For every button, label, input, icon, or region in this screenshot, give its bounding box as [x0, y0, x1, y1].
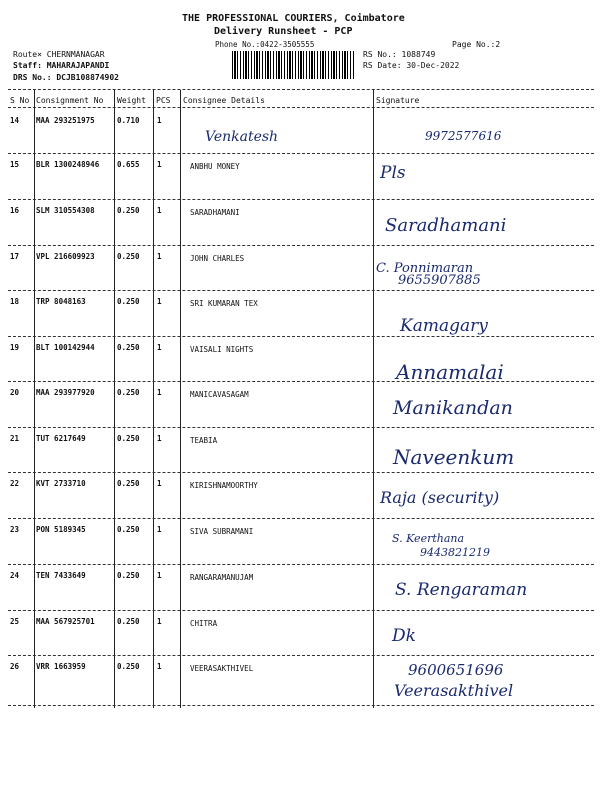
- drs-value: DCJB108874902: [56, 73, 119, 82]
- col-pcs: PCS: [156, 96, 171, 105]
- row-signature: Annamalai: [396, 360, 504, 384]
- row-consignee: SRI KUMARAN TEX: [190, 299, 258, 308]
- row-consignment-no: KVT 2733710: [36, 479, 86, 488]
- row-signature: Pls: [380, 163, 406, 183]
- row-signature: Venkatesh: [205, 129, 279, 145]
- row-consignee: VAISALI NIGHTS: [190, 345, 254, 354]
- barcode: [232, 51, 354, 79]
- row-signature: Naveenkum: [393, 445, 515, 469]
- row-consignment-no: VPL 216609923: [36, 252, 95, 261]
- row-sno: 21: [10, 434, 20, 443]
- row-signature: S. Keerthana: [392, 532, 465, 545]
- row-consignment-no: SLM 310554308: [36, 206, 95, 215]
- row-pcs: 1: [157, 252, 162, 261]
- row-separator: [8, 655, 594, 656]
- row-consignment-no: TEN 7433649: [36, 571, 86, 580]
- row-pcs: 1: [157, 617, 162, 626]
- drs-label: DRS No.:: [13, 73, 52, 82]
- row-sno: 23: [10, 525, 20, 534]
- staff-label: Staff:: [13, 61, 42, 70]
- company-title: THE PROFESSIONAL COURIERS, Coimbatore: [182, 13, 405, 24]
- row-consignment-no: VRR 1663959: [36, 662, 86, 671]
- col-signature: Signature: [376, 96, 420, 105]
- row-separator: [8, 199, 594, 200]
- route-marker: ×: [37, 50, 42, 59]
- row-consignee: RANGARAMANUJAM: [190, 573, 254, 582]
- row-sno: 18: [10, 297, 20, 306]
- row-sno: 14: [10, 116, 20, 125]
- row-consignee: SIVA SUBRAMANI: [190, 527, 254, 536]
- row-separator: [8, 705, 594, 706]
- row-signature-extra: 9655907885: [398, 273, 481, 288]
- staff-value: MAHARAJAPANDI: [46, 61, 110, 70]
- rs-date-field: [363, 61, 459, 70]
- row-separator: [8, 610, 594, 611]
- row-separator: [8, 245, 594, 246]
- rs-no-field: [363, 50, 435, 59]
- row-weight: 0.250: [117, 434, 140, 443]
- rs-no-label: RS No.:: [363, 50, 397, 59]
- row-sno: 17: [10, 252, 20, 261]
- row-pcs: 1: [157, 434, 162, 443]
- row-signature: Manikandan: [393, 397, 513, 419]
- row-weight: 0.250: [117, 525, 140, 534]
- col-divider: [34, 90, 35, 708]
- col-consignee: Consignee Details: [183, 96, 265, 105]
- row-weight: 0.250: [117, 343, 140, 352]
- row-weight: 0.250: [117, 252, 140, 261]
- rs-no-value: 1088749: [401, 50, 436, 59]
- row-pcs: 1: [157, 160, 162, 169]
- row-signature: Dk: [392, 626, 416, 646]
- phone-number: Phone No.:0422-3505555: [215, 40, 315, 49]
- row-weight: 0.250: [117, 388, 140, 397]
- row-sno: 16: [10, 206, 20, 215]
- row-consignee: KIRISHNAMOORTHY: [190, 481, 258, 490]
- route-label: Route: [13, 50, 38, 59]
- row-pcs: 1: [157, 116, 162, 125]
- route-value: CHERNMANAGAR: [46, 50, 105, 59]
- row-consignment-no: TUT 6217649: [36, 434, 86, 443]
- row-consignee: MANICAVASAGAM: [190, 390, 249, 399]
- row-separator: [8, 336, 594, 337]
- row-pcs: 1: [157, 479, 162, 488]
- row-consignment-no: MAA 293251975: [36, 116, 95, 125]
- row-consignee: ANBHU MONEY: [190, 162, 240, 171]
- row-weight: 0.250: [117, 479, 140, 488]
- row-weight: 0.250: [117, 297, 140, 306]
- col-consignment: Consignment No: [36, 96, 104, 105]
- row-pcs: 1: [157, 388, 162, 397]
- row-sno: 26: [10, 662, 20, 671]
- row-weight: 0.250: [117, 662, 140, 671]
- sheet-title: Delivery Runsheet - PCP: [214, 26, 353, 37]
- drs-field: [13, 73, 119, 82]
- row-separator: [8, 564, 594, 565]
- row-sno: 24: [10, 571, 20, 580]
- row-signature: 9600651696: [408, 661, 504, 679]
- row-separator: [8, 381, 594, 382]
- row-consignee: CHITRA: [190, 619, 218, 628]
- row-consignment-no: BLT 100142944: [36, 343, 95, 352]
- route-field: [13, 50, 105, 59]
- row-sno: 22: [10, 479, 20, 488]
- row-pcs: 1: [157, 525, 162, 534]
- row-pcs: 1: [157, 662, 162, 671]
- row-signature: S. Rengaraman: [395, 580, 528, 600]
- header-bottom-rule: [8, 107, 594, 108]
- col-weight: Weight: [117, 96, 146, 105]
- row-consignment-no: MAA 293977920: [36, 388, 95, 397]
- row-separator: [8, 153, 594, 154]
- row-pcs: 1: [157, 343, 162, 352]
- row-weight: 0.250: [117, 571, 140, 580]
- row-separator: [8, 427, 594, 428]
- row-sno: 15: [10, 160, 20, 169]
- rs-date-value: 30-Dec-2022: [406, 61, 460, 70]
- row-sno: 19: [10, 343, 20, 352]
- row-weight: 0.250: [117, 206, 140, 215]
- row-consignment-no: BLR 1300248946: [36, 160, 100, 169]
- row-consignment-no: MAA 567925701: [36, 617, 95, 626]
- row-weight: 0.710: [117, 116, 140, 125]
- row-weight: 0.655: [117, 160, 140, 169]
- row-pcs: 1: [157, 571, 162, 580]
- row-consignee: SARADHAMANI: [190, 208, 240, 217]
- page-number: Page No.:2: [452, 40, 501, 49]
- row-separator: [8, 472, 594, 473]
- row-weight: 0.250: [117, 617, 140, 626]
- row-signature: Saradhamani: [385, 215, 507, 236]
- col-divider: [373, 90, 374, 708]
- col-divider: [180, 90, 181, 708]
- row-signature: Raja (security): [380, 488, 500, 507]
- row-consignee: TEABIA: [190, 436, 218, 445]
- row-signature-extra: Veerasakthivel: [394, 681, 514, 700]
- row-sno: 20: [10, 388, 20, 397]
- row-consignment-no: TRP 8048163: [36, 297, 86, 306]
- row-pcs: 1: [157, 297, 162, 306]
- row-signature: C. Ponnimaran: [376, 261, 474, 276]
- col-divider: [153, 90, 154, 708]
- rs-date-label: RS Date:: [363, 61, 402, 70]
- header-top-rule: [8, 89, 594, 90]
- staff-field: [13, 61, 109, 70]
- row-sno: 25: [10, 617, 20, 626]
- row-separator: [8, 518, 594, 519]
- col-divider: [114, 90, 115, 708]
- row-signature-extra: 9443821219: [420, 546, 490, 559]
- row-pcs: 1: [157, 206, 162, 215]
- row-consignment-no: PON 5189345: [36, 525, 86, 534]
- col-sno: S No: [10, 96, 30, 105]
- row-signature: Kamagary: [400, 316, 488, 336]
- row-signature-extra: 9972577616: [425, 129, 502, 143]
- row-consignee: JOHN CHARLES: [190, 254, 245, 263]
- row-consignee: VEERASAKTHIVEL: [190, 664, 254, 673]
- row-separator: [8, 290, 594, 291]
